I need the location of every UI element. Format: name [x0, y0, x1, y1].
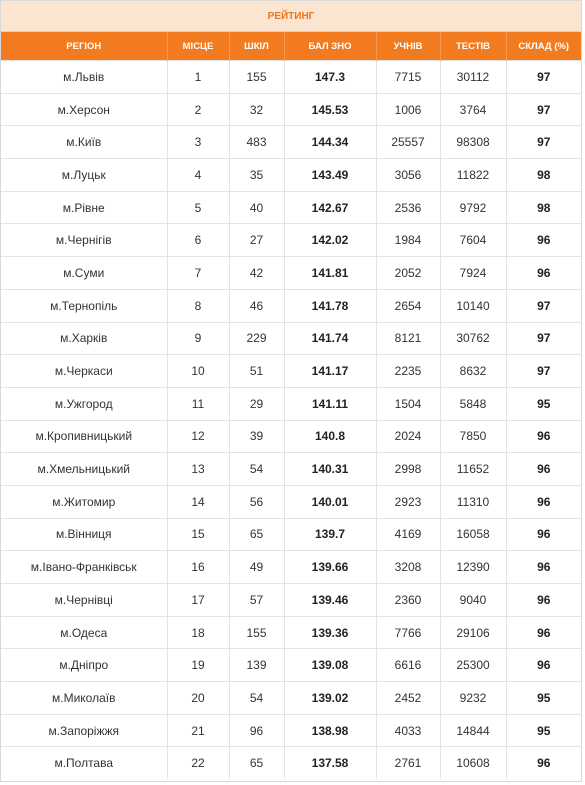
cell-students: 7766	[376, 616, 440, 649]
cell-place: 13	[167, 453, 229, 486]
cell-score: 142.02	[284, 224, 376, 257]
cell-students: 2654	[376, 289, 440, 322]
cell-share: 97	[506, 289, 581, 322]
cell-score: 137.58	[284, 747, 376, 779]
cell-tests: 30762	[440, 322, 506, 355]
cell-share: 98	[506, 191, 581, 224]
cell-score: 141.74	[284, 322, 376, 355]
cell-schools: 54	[229, 682, 284, 715]
cell-schools: 29	[229, 387, 284, 420]
cell-score: 141.17	[284, 355, 376, 388]
cell-region: м.Хмельницький	[1, 453, 167, 486]
cell-students: 2360	[376, 584, 440, 617]
cell-region: м.Полтава	[1, 747, 167, 779]
cell-schools: 139	[229, 649, 284, 682]
cell-region: м.Луцьк	[1, 159, 167, 192]
table-row	[1, 518, 581, 551]
cell-share: 96	[506, 518, 581, 551]
cell-region: м.Кропивницький	[1, 420, 167, 453]
cell-region: м.Вінниця	[1, 518, 167, 551]
cell-students: 1504	[376, 387, 440, 420]
table-row	[1, 126, 581, 159]
cell-region: м.Запоріжжя	[1, 714, 167, 747]
cell-score: 140.8	[284, 420, 376, 453]
cell-region: м.Чернігів	[1, 224, 167, 257]
cell-share: 96	[506, 257, 581, 290]
cell-students: 7715	[376, 61, 440, 94]
cell-place: 9	[167, 322, 229, 355]
cell-score: 139.66	[284, 551, 376, 584]
column-header-tests: ТЕСТІВ	[440, 32, 506, 61]
cell-tests: 29106	[440, 616, 506, 649]
cell-place: 6	[167, 224, 229, 257]
cell-share: 96	[506, 224, 581, 257]
column-header-share: СКЛАД (%)	[506, 32, 581, 61]
cell-share: 97	[506, 93, 581, 126]
cell-share: 96	[506, 584, 581, 617]
cell-tests: 30112	[440, 61, 506, 94]
cell-score: 139.46	[284, 584, 376, 617]
cell-students: 2998	[376, 453, 440, 486]
cell-place: 20	[167, 682, 229, 715]
table-row	[1, 61, 581, 94]
cell-region: м.Івано-Франківськ	[1, 551, 167, 584]
cell-region: м.Рівне	[1, 191, 167, 224]
cell-place: 2	[167, 93, 229, 126]
cell-schools: 39	[229, 420, 284, 453]
cell-students: 2536	[376, 191, 440, 224]
cell-place: 8	[167, 289, 229, 322]
cell-students: 2452	[376, 682, 440, 715]
cell-score: 139.7	[284, 518, 376, 551]
column-header-place: МІСЦЕ	[167, 32, 229, 61]
cell-score: 141.78	[284, 289, 376, 322]
cell-tests: 9232	[440, 682, 506, 715]
cell-region: м.Миколаїв	[1, 682, 167, 715]
cell-share: 96	[506, 485, 581, 518]
cell-tests: 9792	[440, 191, 506, 224]
cell-share: 95	[506, 714, 581, 747]
cell-schools: 51	[229, 355, 284, 388]
cell-tests: 10140	[440, 289, 506, 322]
table-row	[1, 93, 581, 126]
column-header-students: УЧНІВ	[376, 32, 440, 61]
cell-tests: 7850	[440, 420, 506, 453]
table-row	[1, 355, 581, 388]
cell-region: м.Житомир	[1, 485, 167, 518]
cell-students: 4033	[376, 714, 440, 747]
cell-tests: 8632	[440, 355, 506, 388]
cell-tests: 7604	[440, 224, 506, 257]
table-row	[1, 584, 581, 617]
cell-schools: 65	[229, 747, 284, 779]
cell-students: 25557	[376, 126, 440, 159]
cell-score: 139.36	[284, 616, 376, 649]
cell-schools: 65	[229, 518, 284, 551]
table-row	[1, 682, 581, 715]
cell-score: 140.01	[284, 485, 376, 518]
cell-schools: 57	[229, 584, 284, 617]
table-row	[1, 224, 581, 257]
cell-region: м.Львів	[1, 61, 167, 94]
cell-schools: 32	[229, 93, 284, 126]
cell-share: 96	[506, 420, 581, 453]
cell-score: 141.81	[284, 257, 376, 290]
rating-table	[1, 1, 581, 779]
cell-share: 96	[506, 747, 581, 779]
table-row	[1, 420, 581, 453]
cell-share: 95	[506, 682, 581, 715]
cell-share: 96	[506, 616, 581, 649]
cell-score: 140.31	[284, 453, 376, 486]
cell-students: 8121	[376, 322, 440, 355]
cell-score: 145.53	[284, 93, 376, 126]
cell-place: 17	[167, 584, 229, 617]
cell-score: 147.3	[284, 61, 376, 94]
cell-tests: 12390	[440, 551, 506, 584]
cell-students: 1984	[376, 224, 440, 257]
table-row	[1, 485, 581, 518]
table-row	[1, 387, 581, 420]
cell-place: 22	[167, 747, 229, 779]
table-row	[1, 649, 581, 682]
cell-schools: 155	[229, 616, 284, 649]
cell-region: м.Черкаси	[1, 355, 167, 388]
table-title: РЕЙТИНГ	[1, 1, 581, 32]
table-row	[1, 714, 581, 747]
table-row	[1, 322, 581, 355]
cell-place: 14	[167, 485, 229, 518]
cell-region: м.Чернівці	[1, 584, 167, 617]
cell-share: 97	[506, 126, 581, 159]
cell-region: м.Одеса	[1, 616, 167, 649]
cell-students: 2024	[376, 420, 440, 453]
cell-schools: 54	[229, 453, 284, 486]
column-header-score: БАЛ ЗНО	[284, 32, 376, 61]
cell-schools: 35	[229, 159, 284, 192]
cell-score: 142.67	[284, 191, 376, 224]
cell-schools: 27	[229, 224, 284, 257]
cell-share: 96	[506, 649, 581, 682]
cell-region: м.Київ	[1, 126, 167, 159]
table-row	[1, 159, 581, 192]
cell-share: 97	[506, 61, 581, 94]
cell-schools: 229	[229, 322, 284, 355]
cell-students: 2761	[376, 747, 440, 779]
table-body	[1, 61, 581, 780]
cell-students: 4169	[376, 518, 440, 551]
cell-region: м.Тернопіль	[1, 289, 167, 322]
cell-share: 95	[506, 387, 581, 420]
cell-region: м.Суми	[1, 257, 167, 290]
cell-region: м.Херсон	[1, 93, 167, 126]
cell-tests: 11310	[440, 485, 506, 518]
cell-tests: 25300	[440, 649, 506, 682]
table-row	[1, 453, 581, 486]
cell-place: 3	[167, 126, 229, 159]
cell-tests: 16058	[440, 518, 506, 551]
cell-score: 141.11	[284, 387, 376, 420]
cell-tests: 9040	[440, 584, 506, 617]
cell-region: м.Ужгород	[1, 387, 167, 420]
cell-schools: 96	[229, 714, 284, 747]
cell-place: 10	[167, 355, 229, 388]
cell-tests: 5848	[440, 387, 506, 420]
cell-place: 15	[167, 518, 229, 551]
cell-students: 6616	[376, 649, 440, 682]
column-header-region: РЕГІОН	[1, 32, 167, 61]
cell-place: 4	[167, 159, 229, 192]
cell-score: 143.49	[284, 159, 376, 192]
column-header-schools: ШКІЛ	[229, 32, 284, 61]
title-row	[1, 1, 581, 32]
cell-schools: 46	[229, 289, 284, 322]
cell-place: 18	[167, 616, 229, 649]
cell-score: 139.08	[284, 649, 376, 682]
cell-tests: 10608	[440, 747, 506, 779]
cell-schools: 155	[229, 61, 284, 94]
cell-region: м.Харків	[1, 322, 167, 355]
cell-schools: 56	[229, 485, 284, 518]
cell-tests: 7924	[440, 257, 506, 290]
cell-place: 1	[167, 61, 229, 94]
cell-place: 5	[167, 191, 229, 224]
cell-place: 16	[167, 551, 229, 584]
cell-score: 144.34	[284, 126, 376, 159]
table-row	[1, 747, 581, 779]
table-row	[1, 616, 581, 649]
table-row	[1, 289, 581, 322]
cell-place: 12	[167, 420, 229, 453]
cell-schools: 42	[229, 257, 284, 290]
column-header-row	[1, 32, 581, 61]
table-row	[1, 551, 581, 584]
cell-tests: 98308	[440, 126, 506, 159]
table-row	[1, 257, 581, 290]
cell-tests: 3764	[440, 93, 506, 126]
cell-schools: 49	[229, 551, 284, 584]
cell-students: 3208	[376, 551, 440, 584]
cell-share: 98	[506, 159, 581, 192]
cell-students: 1006	[376, 93, 440, 126]
cell-schools: 483	[229, 126, 284, 159]
cell-score: 138.98	[284, 714, 376, 747]
cell-place: 21	[167, 714, 229, 747]
cell-tests: 14844	[440, 714, 506, 747]
cell-students: 2923	[376, 485, 440, 518]
cell-students: 2052	[376, 257, 440, 290]
cell-tests: 11822	[440, 159, 506, 192]
cell-schools: 40	[229, 191, 284, 224]
cell-students: 3056	[376, 159, 440, 192]
cell-share: 97	[506, 322, 581, 355]
cell-place: 7	[167, 257, 229, 290]
cell-score: 139.02	[284, 682, 376, 715]
cell-students: 2235	[376, 355, 440, 388]
cell-place: 11	[167, 387, 229, 420]
cell-tests: 11652	[440, 453, 506, 486]
cell-region: м.Дніпро	[1, 649, 167, 682]
cell-share: 97	[506, 355, 581, 388]
cell-place: 19	[167, 649, 229, 682]
cell-share: 96	[506, 453, 581, 486]
cell-share: 96	[506, 551, 581, 584]
table-row	[1, 191, 581, 224]
